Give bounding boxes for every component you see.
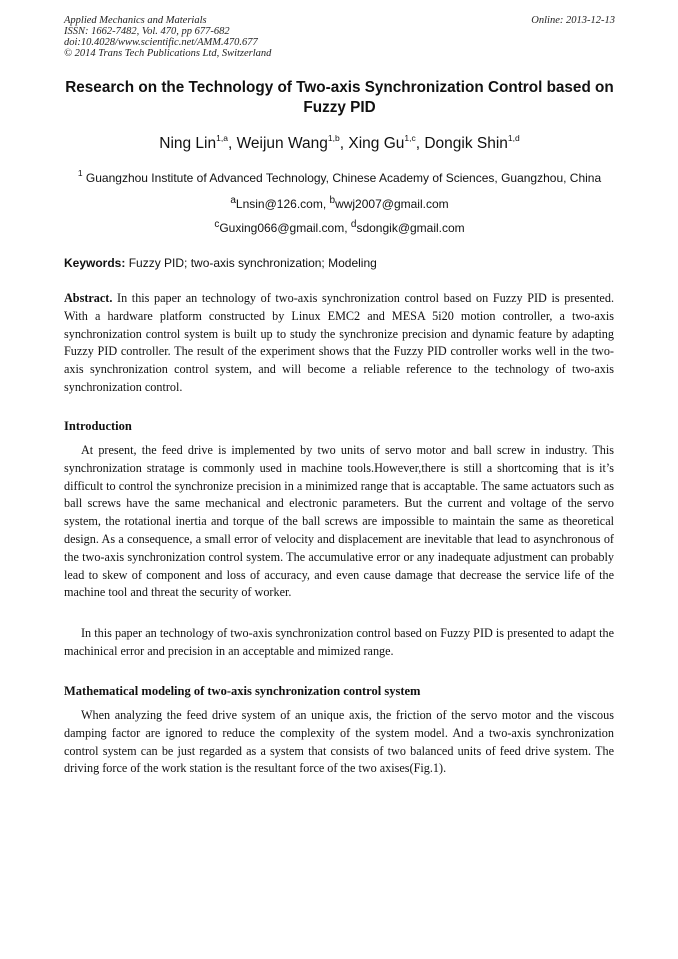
online-date: Online: 2013-12-13 <box>531 15 615 26</box>
journal-header <box>64 15 615 59</box>
journal-name: Applied Mechanics and Materials <box>64 15 207 26</box>
email-address: wwj2007@gmail.com <box>335 197 449 211</box>
author-name: Weijun Wang <box>236 135 328 153</box>
section-heading-modeling: Mathematical modeling of two-axis synchronization control system <box>64 684 421 698</box>
paragraph: At present, the feed drive is implemented by two units of servo motor and ball screw in industry. This synchronization stratage is commonly used in machine tools.However,there is still a shortcoming that is it’s difficult to control the synchronize precision in a minimized range that is accaptable. The same actuators such as ball screws have the same mechanical and electronic parameters. But the current and voltage of the servo system, the rotational inertia and torque of the ball screws are impossible to maintain the same as theoretical design. As a consequence, a small error of velocity and displacement are inevitable that lead to asynchronous of the two-axis synchronization control system. The accumulative error or any inadequate adjustment can probably lead to skew of component and loss of accuracy, and even cause damage that decrease the service life of the machine tool and threat the security of worker. <box>64 443 614 600</box>
affiliation <box>64 167 615 186</box>
paragraph: When analyzing the feed drive system of an unique axis, the friction of the servo motor and the viscous damping factor are ignored to reduce the complexity of the system model. And a two-axis synchronization control system can be just regarded as a system that consists of two balanced units of feed drive system. The driving force of the work station is the resultant force of the two axises(Fig.1). <box>64 708 614 776</box>
issn-line: ISSN: 1662-7482, Vol. 470, pp 677-682 <box>64 26 230 37</box>
author-list: Ning Lin$^{1,a}$, Weijun Wang$^{1,b}$, Xing Gu$^{1,c}$, Dongik Shin$^{1,d}$ <box>159 133 520 153</box>
keywords-label: Keywords: <box>64 256 126 270</box>
paper-title: Research on the Technology of Two-axis Synchronization Control based on Fuzzy PID <box>65 79 614 116</box>
abstract-text: In this paper an technology of two-axis synchronization control based on Fuzzy PID is presented. With a hardware platform constructed by Linux EMC2 and MESA 5i20 motion controller, a two-axis synchronization control system is built up to study the synchronize precision and dynamic feature by adapting Fuzzy PID controller. The result of the experiment shows that the Fuzzy PID controller works well in the two-axis synchronization control system, and will become a reliable reference to the technology of two-axis synchronization control. <box>64 291 614 394</box>
affiliation-text: Guangzhou Institute of Advanced Technology, Chinese Academy of Sciences, Guangzhou, China <box>85 171 602 185</box>
email-address: sdongik@gmail.com <box>356 221 465 235</box>
email-superscript: a <box>230 195 236 206</box>
email-line-1: $^a$Lnsin@126.com, $^b$wwj2007@gmail.com <box>230 195 449 211</box>
email-line-2: $^c$Guxing066@gmail.com, $^d$sdongik@gmail.com <box>214 219 465 235</box>
copyright-line: © 2014 Trans Tech Publications Ltd, Switzerland <box>64 48 272 59</box>
doi-line: doi:10.4028/www.scientific.net/AMM.470.677 <box>64 37 258 48</box>
keywords-text: Fuzzy PID; two-axis synchronization; Modeling <box>128 256 377 270</box>
keywords <box>64 256 615 271</box>
email-superscript: b <box>329 195 336 206</box>
author-superscript: 1,b <box>327 133 340 143</box>
author-name: Xing Gu <box>348 135 405 153</box>
author-name: Dongik Shin <box>424 135 508 153</box>
author-name: Ning Lin <box>159 135 217 153</box>
author-superscript: 1,a <box>216 133 228 143</box>
email-superscript: d <box>350 219 357 230</box>
affiliation-superscript: 1 <box>77 168 83 178</box>
author-superscript: 1,c <box>404 133 416 143</box>
paragraph: In this paper an technology of two-axis synchronization control based on Fuzzy PID is presented to adapt the machinical error and precision in an acceptable and mimized range. <box>64 626 614 658</box>
author-superscript: 1,d <box>507 133 520 143</box>
section-heading-introduction: Introduction <box>64 419 132 433</box>
email-superscript: c <box>214 219 220 230</box>
email-address: Guxing066@gmail.com <box>219 221 345 235</box>
abstract <box>64 290 614 397</box>
abstract-label: Abstract. <box>64 291 113 305</box>
email-address: Lnsin@126.com <box>235 197 323 211</box>
